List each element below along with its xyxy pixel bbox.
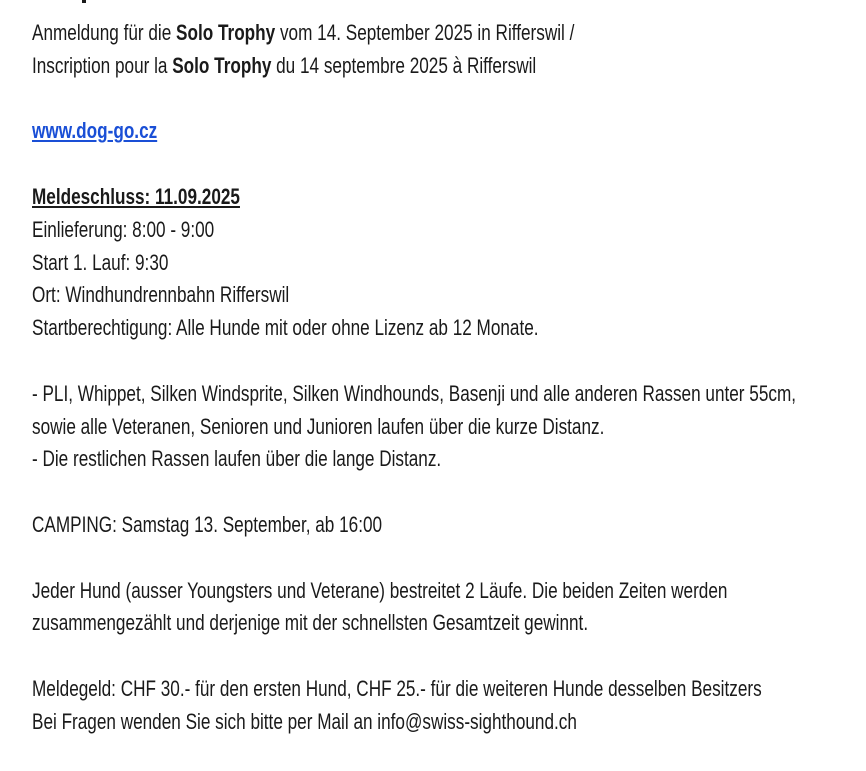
intro-fr-prefix: Inscription pour la [32, 52, 173, 78]
spacer [32, 345, 866, 378]
website-link[interactable]: www.dog-go.cz [32, 118, 158, 144]
website-line [32, 115, 866, 148]
spacer [32, 83, 866, 116]
eligibility: Startberechtigung: Alle Hunde mit oder ohne Lizenz ab 12 Monate. [32, 315, 539, 341]
contact-info: Bei Fragen wenden Sie sich bitte per Mail an info@swiss-sighthound.ch [32, 708, 577, 734]
spacer [32, 148, 866, 181]
checkin-time: Einlieferung: 8:00 - 9:00 [32, 216, 215, 242]
intro-fr-suffix: du 14 septembre 2025 à Rifferswil [271, 52, 537, 78]
event-name-de: Solo Trophy [176, 20, 276, 45]
location: Ort: Windhundrennbahn Rifferswil [32, 282, 290, 308]
spacer [32, 640, 866, 673]
rules-line-1: Jeder Hund (ausser Youngsters und Veterane) bestreitet 2 Läufe. Die beiden Zeiten werden [32, 577, 728, 603]
event-name-fr: Solo Trophy [172, 52, 272, 78]
rules-line-2: zusammengezählt und derjenige mit der schnellsten Gesamtzeit gewinnt. [32, 610, 589, 636]
intro-line-de [32, 17, 866, 50]
long-distance-line: - Die restlichen Rassen laufen über die lange Distanz. [32, 446, 442, 472]
short-distance-line-2: sowie alle Veteranen, Senioren und Junioren laufen über die kurze Distanz. [32, 413, 605, 439]
event-announcement [32, 17, 866, 739]
registration-deadline: Meldeschluss: 11.09.2025 [32, 183, 240, 209]
intro-line-fr [32, 50, 866, 83]
intro-de-prefix: Anmeldung für die [32, 20, 177, 45]
entry-fee: Meldegeld: CHF 30.- für den ersten Hund, CHF 25.- für die weiteren Hunde desselben Besitzers [32, 675, 762, 701]
spacer [32, 542, 866, 575]
start-time: Start 1. Lauf: 9:30 [32, 249, 169, 275]
clipped-glyph-fragment [82, 0, 86, 3]
spacer [32, 476, 866, 509]
camping-info: CAMPING: Samstag 13. September, ab 16:00 [32, 511, 383, 537]
intro-de-suffix: vom 14. September 2025 in Rifferswil / [275, 20, 575, 45]
short-distance-line-1: - PLI, Whippet, Silken Windsprite, Silken Windhounds, Basenji und alle anderen Rassen unter 55cm, [32, 380, 797, 406]
